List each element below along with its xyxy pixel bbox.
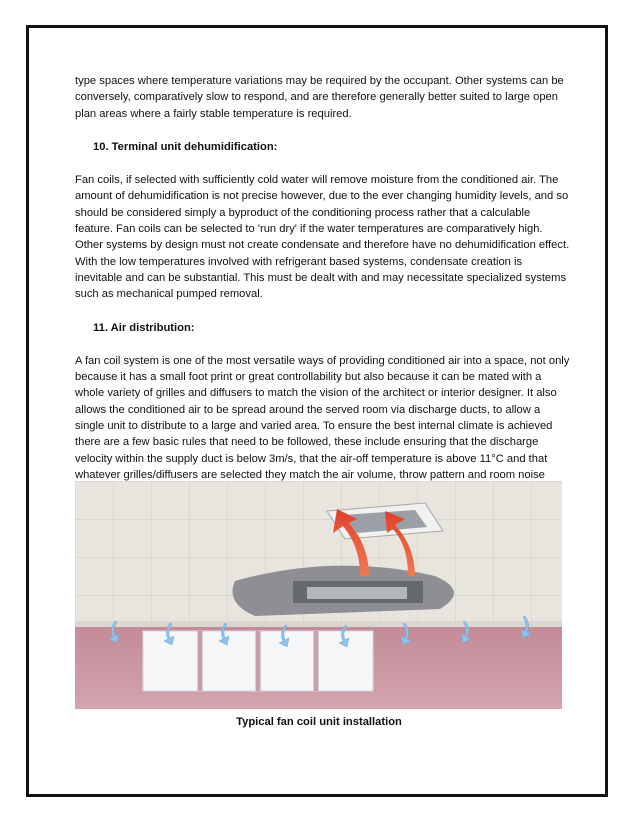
figure-caption: Typical fan coil unit installation bbox=[236, 716, 402, 728]
paragraph-dehumidification: Fan coils, if selected with sufficiently cold water will remove moisture from the conditioned air. The amount of dehumidification is not precise however, due to the ever changing humidity levels, and so should be considered simply a byproduct of the conditioning process rather that a calculable feature. Fan coils can be selected to 'run dry' if the water temperatures are comparatively high. Other systems by design must not create condensate and therefore have no dehumidification effect. With the low temperatures involved with refrigerant based systems, condensate creation is inevitable and can be substantial. This must be dealt with and may necessitate specialized systems such as mechanical pumped removal. bbox=[75, 174, 570, 301]
paragraph-intro: type spaces where temperature variations may be required by the occupant. Other systems can be conversely, comparatively slow to respond, and are therefore generally better suited to large open plan areas where a fairly stable temperature is required. bbox=[75, 75, 564, 120]
paragraph-air-distribution: A fan coil system is one of the most versatile ways of providing conditioned air into a space, not only because it has a small foot print or great controllability but also because it can be mated with a whole variety of grilles and diffusers to match the vision of the architect or interior designer. It also allows the conditioned air to be spread around the served room via discharge ducts, to allow a single unit to distribute to a large and varied area. To ensure the best internal climate is achieved there are a few basic rules that need to be followed, these include ensuring that the discharge velocity within the supply duct is below 3m/s, that the air-off temperature is above 11°C and that whatever grilles/diffusers are selected they match the air volume, throw pattern and room noise bbox=[75, 354, 570, 481]
fan-coil-illustration bbox=[75, 481, 562, 709]
heading-air-distribution: 11. Air distribution: bbox=[93, 321, 195, 334]
document-body bbox=[75, 73, 570, 500]
windows bbox=[143, 631, 373, 691]
heading-dehumidification: 10. Terminal unit dehumidification: bbox=[93, 140, 278, 153]
